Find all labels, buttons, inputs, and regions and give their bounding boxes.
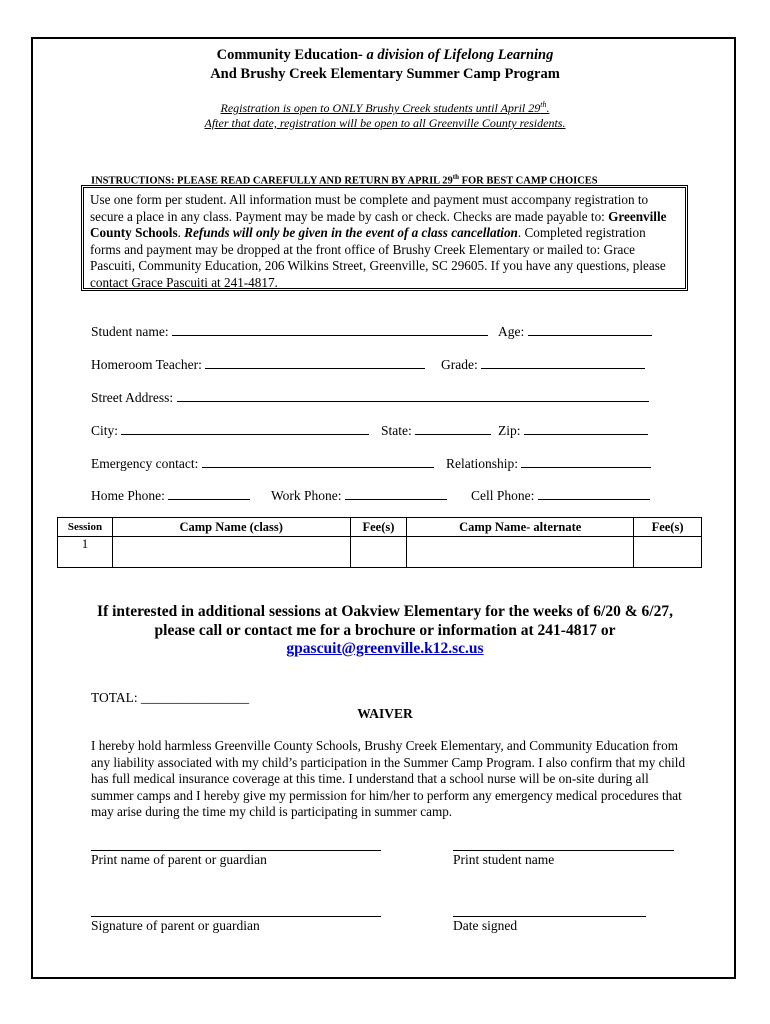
oakview-line1: If interested in additional sessions at Oakview Elementary for the weeks of 6/20 & 6/27,: [97, 603, 673, 620]
date-signed-line[interactable]: [453, 916, 646, 917]
emergency-contact-field[interactable]: Emergency contact:: [91, 453, 434, 472]
zip-field[interactable]: Zip:: [498, 420, 648, 439]
instructions-heading: INSTRUCTIONS: PLEASE READ CAREFULLY AND RETURN BY APRIL 29th FOR BEST CAMP CHOICES: [91, 173, 598, 187]
grade-field[interactable]: Grade:: [441, 354, 645, 373]
page-title-line1: Community Education- a division of Lifelong Learning: [216, 47, 554, 63]
work-phone-field[interactable]: Work Phone:: [271, 485, 447, 504]
print-parent-line[interactable]: [91, 850, 381, 851]
print-student-line[interactable]: [453, 850, 674, 851]
page-title-line2: And Brushy Creek Elementary Summer Camp Program: [210, 66, 560, 82]
fee-alternate-cell[interactable]: [634, 537, 702, 568]
camp-alternate-cell[interactable]: [407, 537, 634, 568]
signature-parent-label: Signature of parent or guardian: [91, 918, 260, 933]
home-phone-field[interactable]: Home Phone:: [91, 485, 250, 504]
cell-phone-field[interactable]: Cell Phone:: [471, 485, 650, 504]
fee-alternate-header: Fee(s): [634, 518, 702, 537]
oakview-email[interactable]: gpascuit@greenville.k12.sc.us: [286, 640, 484, 657]
waiver-heading: WAIVER: [357, 706, 413, 721]
age-field[interactable]: Age:: [498, 321, 652, 340]
camp-name-header: Camp Name (class): [112, 518, 350, 537]
table-header-row: [58, 518, 702, 537]
student-name-field[interactable]: Student name:: [91, 321, 488, 340]
state-field[interactable]: State:: [381, 420, 491, 439]
session-number: 1: [58, 537, 113, 568]
street-address-field[interactable]: Street Address:: [91, 387, 649, 406]
print-parent-label: Print name of parent or guardian: [91, 852, 267, 867]
camp-selection-table: [57, 517, 702, 568]
waiver-text: I hereby hold harmless Greenville County Schools, Brushy Creek Elementary, and Community Education from any liability associated with my child’s participation in the Summer Camp Program. I also confirm that my child has full medical insurance coverage at this time. I understand that a school nurse will be on-site during all summer camps and I hereby give my permission for him/her to perform any emergency medical procedures that may arise during the time my child is participating in summer camp.: [91, 738, 686, 819]
relationship-field[interactable]: Relationship:: [446, 453, 651, 472]
registration-note-line1: Registration is open to ONLY Brushy Creek students until April 29th.: [220, 100, 550, 115]
registration-note-line2: After that date, registration will be open to all Greenville County residents.: [204, 116, 566, 130]
camp-name-cell[interactable]: [112, 537, 350, 568]
date-signed-label: Date signed: [453, 918, 518, 933]
fee-header: Fee(s): [350, 518, 407, 537]
instructions-box: Use one form per student. All information must be complete and payment must accompany registration to secure a place in any class. Payment may be made by cash or check. Checks are made payable to: Greenville County Schools. Refunds will only be given in the event of a class cancellation. Completed registration forms and payment may be dropped at the front office of Brushy Creek Elementary or mailed to: Grace Pascuiti, Community Education, 206 Wilkins Street, Greenville, SC 29605. If you have any questions, please contact Grace Pascuiti at 241-4817.: [81, 185, 688, 291]
table-row: [58, 537, 702, 568]
fee-cell[interactable]: [350, 537, 407, 568]
homeroom-teacher-field[interactable]: Homeroom Teacher:: [91, 354, 425, 373]
city-field[interactable]: City:: [91, 420, 369, 439]
oakview-line2: please call or contact me for a brochure or information at 241-4817 or: [154, 622, 616, 639]
session-header: Session: [58, 518, 113, 537]
signature-parent-line[interactable]: [91, 916, 381, 917]
camp-alternate-header: Camp Name- alternate: [407, 518, 634, 537]
total-field[interactable]: TOTAL: ________________: [91, 690, 250, 705]
print-student-label: Print student name: [453, 852, 555, 867]
